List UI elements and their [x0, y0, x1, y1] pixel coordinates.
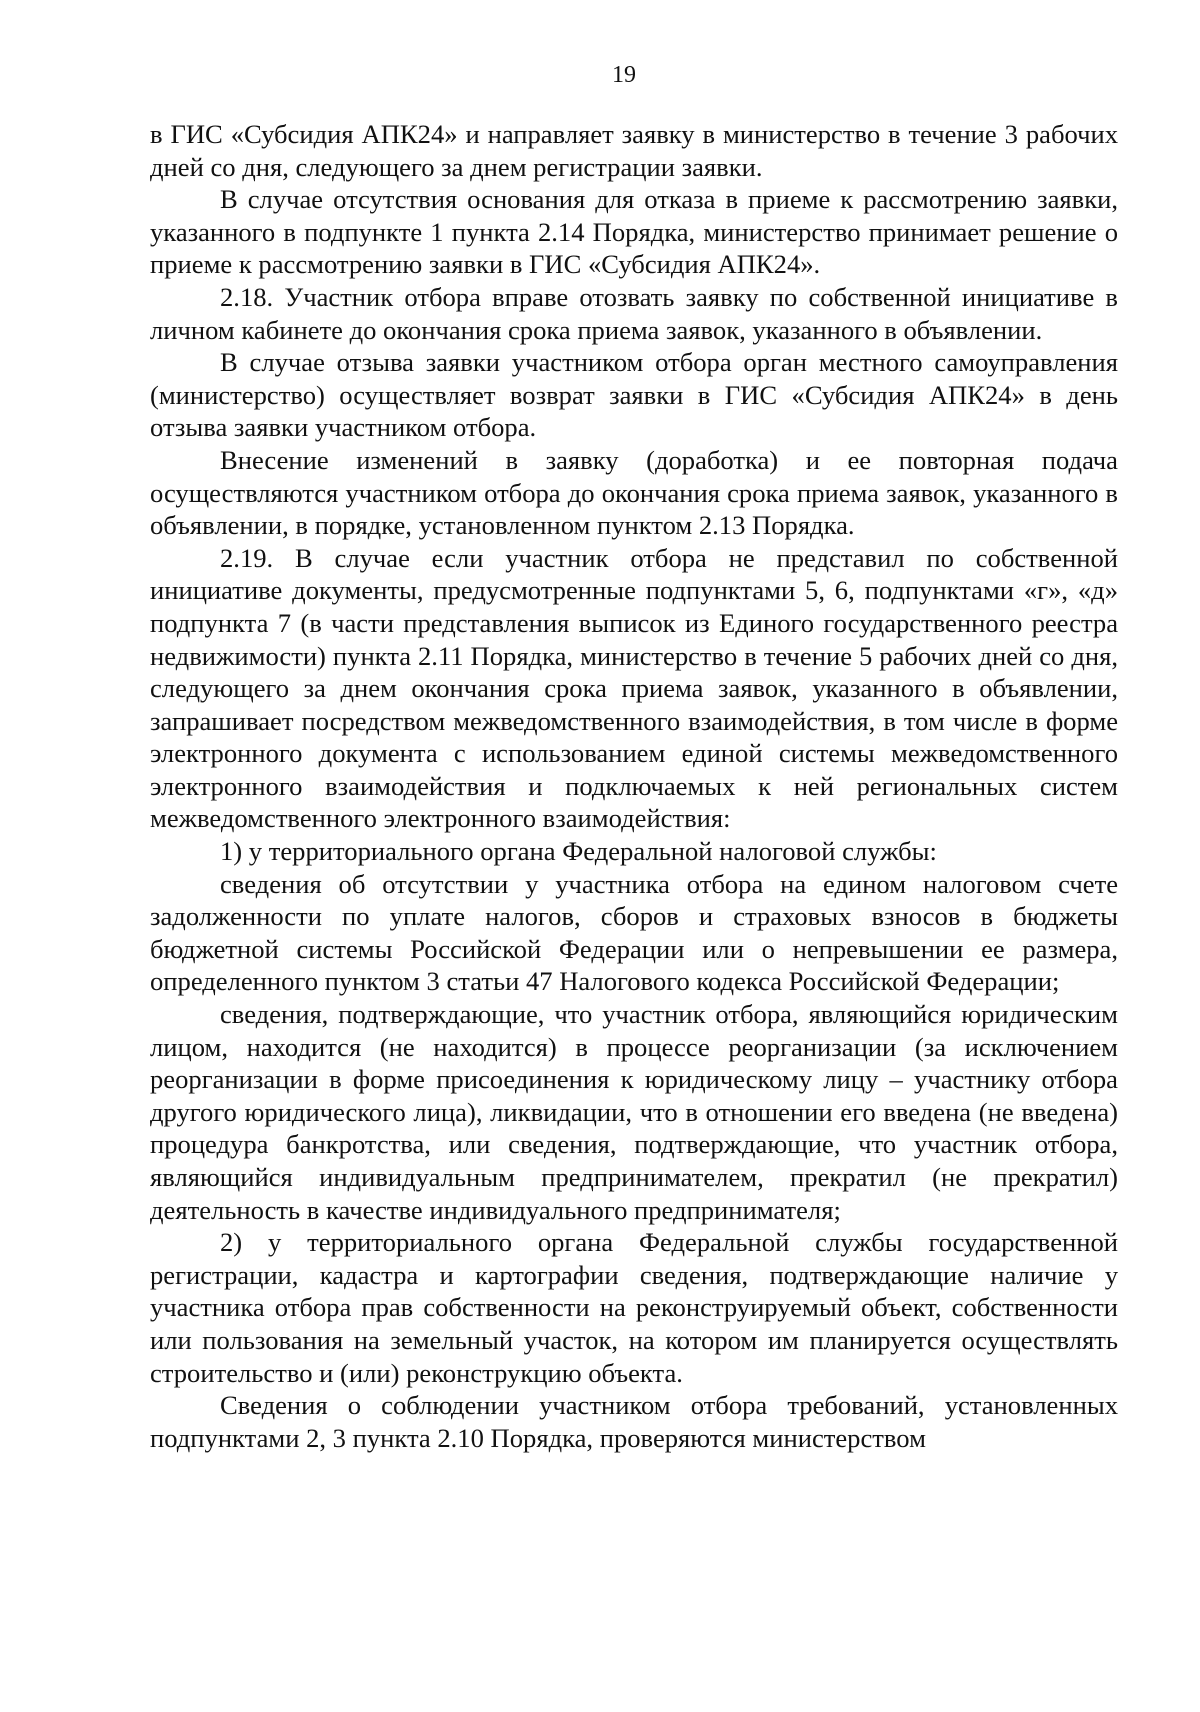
paragraph-requirements-check: Сведения о соблюдении участником отбора требований, установленных подпунктами 2, 3 пункта 2.10 Порядка, проверяются министерством — [150, 1390, 1118, 1453]
paragraph-reorganization-info: сведения, подтверждающие, что участник отбора, являющийся юридическим лицом, находится (не находится) в процессе реорганизации (за исключением реорганизации в форме присоединения к юридическому лицу – участнику отбора другого юридического лица), ликвидации, что в отношении его введена (не введена) процедура банкротства, или сведения, подтверждающие, что участник отбора, являющийся индивидуальным предпринимателем, прекратил (не прекратил) деятельность в качестве индивидуального предпринимателя; — [150, 999, 1118, 1225]
paragraph-2-19: 2.19. В случае если участник отбора не представил по собственной инициативе документы, предусмотренные подпунктами 5, 6, подпунктами «г», «д» подпункта 7 (в части представления выписок из Единого государственного реестра недвижимости) пункта 2.11 Порядка, министерство в течение 5 рабочих дней со дня, следующего за днем окончания срока приема заявок, указанного в объявлении, запрашивает посредством межведомственного взаимодействия, в том числе в форме электронного документа с использованием единой системы межведомственного электронного взаимодействия и подключаемых к ней региональных систем межведомственного электронного взаимодействия: — [150, 542, 1118, 834]
paragraph-registry-service: 2) у территориального органа Федеральной службы государственной регистрации, кадастра и картографии сведения, подтверждающие наличие у участника отбора прав собственности на реконструируемый объект, собственности или пользования на земельный участок, на котором им планируется осуществлять строительство и (или) реконструкцию объекта. — [150, 1227, 1118, 1388]
document-body — [150, 118, 1118, 1454]
paragraph-acceptance-decision: В случае отсутствия основания для отказа в приеме к рассмотрению заявки, указанного в подпункте 1 пункта 2.14 Порядка, министерство принимает решение о приеме к рассмотрению заявки в ГИС «Субсидия АПК24». — [150, 184, 1118, 280]
paragraph-tax-service: 1) у территориального органа Федеральной налоговой службы: — [220, 836, 937, 867]
paragraph-amendments: Внесение изменений в заявку (доработка) и ее повторная подача осуществляются участником отбора до окончания срока приема заявок, указанного в объявлении, в порядке, установленном пунктом 2.13 Порядка. — [150, 444, 1118, 541]
paragraph-withdrawal: В случае отзыва заявки участником отбора орган местного самоуправления (министерство) осуществляет возврат заявки в ГИС «Субсидия АПК24» в день отзыва заявки участником отбора. — [150, 347, 1118, 443]
paragraph-2-18: 2.18. Участник отбора вправе отозвать заявку по собственной инициативе в личном кабинете до окончания срока приема заявок, указанного в объявлении. — [150, 281, 1118, 345]
paragraph-continuation: в ГИС «Субсидия АПК24» и направляет заявку в министерство в течение 3 рабочих дней со дня, следующего за днем регистрации заявки. — [150, 119, 1118, 182]
paragraph-tax-debt-info: сведения об отсутствии у участника отбора на едином налоговом счете задолженности по уплате налогов, сборов и страховых взносов в бюджеты бюджетной системы Российской Федерации или о непревышении ее размера, определенного пунктом 3 статьи 47 Налогового кодекса Российской Федерации; — [150, 868, 1118, 997]
page-number: 19 — [612, 62, 636, 88]
